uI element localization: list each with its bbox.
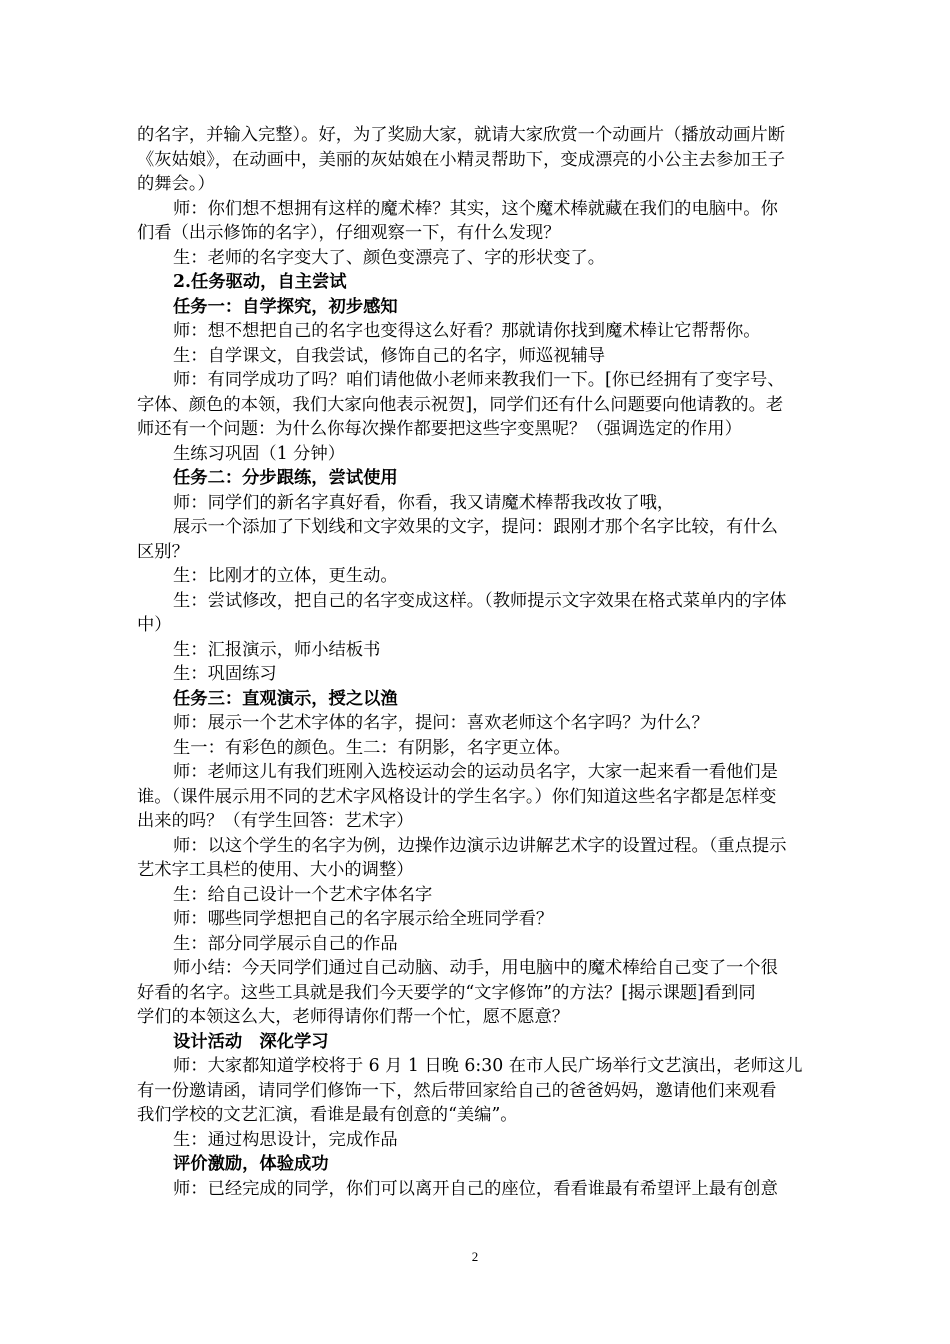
- paragraph-line: 师：以这个学生的名字为例，边操作边演示边讲解艺术字的设置过程。（重点提示: [173, 835, 787, 856]
- paragraph-line: 中）: [137, 615, 172, 635]
- paragraph-line: 生：比刚才的立体，更生动。: [173, 566, 398, 586]
- paragraph-line: 生：汇报演示，师小结板书: [173, 639, 381, 660]
- paragraph-line: 师：已经完成的同学，你们可以离开自己的座位，看看谁最有希望评上最有创意: [173, 1178, 778, 1199]
- paragraph-line: 学们的本领这么大，老师得请你们帮一个忙，愿不愿意？: [137, 1007, 570, 1027]
- paragraph-line: 我们学校的文艺汇演，看谁是最有创意的“美编”。: [137, 1105, 518, 1125]
- paragraph-line: 谁。（课件展示用不同的艺术字风格设计的学生名字。）你们知道这些名字都是怎样变: [137, 786, 777, 807]
- page-number: 2: [471, 1249, 479, 1264]
- paragraph-line: 好看的名字。这些工具就是我们今天要学的“文字修饰”的方法？[揭示课题]看到同: [137, 982, 756, 1003]
- paragraph-line: 区别？: [137, 541, 189, 562]
- paragraph-line: 生：尝试修改，把自己的名字变成这样。（教师提示文字效果在格式菜单内的字体: [173, 590, 787, 611]
- paragraph-line: 艺术字工具栏的使用、大小的调整）: [137, 860, 414, 880]
- paragraph-line: 出来的吗？（有学生回答：艺术字）: [137, 811, 414, 831]
- paragraph-line: 生：给自己设计一个艺术字体名字: [173, 884, 433, 905]
- paragraph-line: 《灰姑娘》，在动画中，美丽的灰姑娘在小精灵帮助下，变成漂亮的小公主去参加王子: [137, 149, 786, 170]
- section-heading: 任务一：自学探究，初步感知: [173, 296, 398, 317]
- paragraph-line: 师：展示一个艺术字体的名字，提问：喜欢老师这个名字吗？为什么？: [173, 713, 709, 733]
- section-heading: 设计活动 深化学习: [173, 1031, 329, 1052]
- paragraph-line: 师：有同学成功了吗？咱们请他做小老师来教我们一下。[你已经拥有了变字号、: [173, 370, 785, 390]
- paragraph-line: 生：自学课文，自我尝试，修饰自己的名字，师巡视辅导: [173, 345, 606, 366]
- paragraph-line: 生：老师的名字变大了、颜色变漂亮了、字的形状变了。: [173, 247, 606, 268]
- paragraph-line: 生：通过构思设计，完成作品: [173, 1129, 398, 1150]
- paragraph-line: 生：部分同学展示自己的作品: [173, 933, 398, 954]
- paragraph-line: 字体、颜色的本领，我们大家向他表示祝贺]，同学们还有什么问题要向他请教的。老: [137, 394, 784, 415]
- paragraph-line: 的舞会。）: [137, 174, 215, 194]
- paragraph-line: 师：想不想把自己的名字也变得这么好看？那就请你找到魔术棒让它帮帮你。: [173, 321, 761, 341]
- section-heading: 任务三：直观演示，授之以渔: [173, 688, 398, 709]
- section-heading: 任务二：分步跟练，尝试使用: [173, 468, 398, 488]
- paragraph-line: 展示一个添加了下划线和文字效果的文字，提问：跟刚才那个名字比较，有什么: [173, 517, 778, 537]
- paragraph-line: 师：老师这儿有我们班刚入选校运动会的运动员名字，大家一起来看一看他们是: [173, 762, 778, 782]
- paragraph-line: 的名字，并输入完整）。好，为了奖励大家，就请大家欣赏一个动画片（播放动画片断: [137, 125, 786, 145]
- paragraph-line: 师：哪些同学想把自己的名字展示给全班同学看？: [173, 909, 554, 929]
- paragraph-line: 师小结：今天同学们通过自己动脑、动手，用电脑中的魔术棒给自己变了一个很: [173, 958, 778, 978]
- paragraph-line: 师：大家都知道学校将于 6 月 1 日晚 6:30 在市人民广场举行文艺演出，老师这儿: [173, 1056, 803, 1076]
- paragraph-line: 生练习巩固（1 分钟）: [173, 443, 346, 464]
- paragraph-line: 生：巩固练习: [173, 664, 277, 684]
- paragraph-line: 有一份邀请函，请同学们修饰一下，然后带回家给自己的爸爸妈妈，邀请他们来观看: [137, 1080, 777, 1101]
- paragraph-line: 们看（出示修饰的名字），仔细观察一下，有什么发现？: [137, 223, 561, 243]
- paragraph-line: 师：你们想不想拥有这样的魔术棒？其实，这个魔术棒就藏在我们的电脑中。你: [173, 198, 778, 219]
- section-heading: 评价激励，体验成功: [173, 1154, 329, 1174]
- section-heading: 2.任务驱动，自主尝试: [173, 272, 347, 292]
- paragraph-line: 师：同学们的新名字真好看，你看，我又请魔术棒帮我改妆了哦，: [173, 492, 675, 513]
- document-body: [137, 123, 839, 1201]
- paragraph-line: 师还有一个问题：为什么你每次操作都要把这些字变黑呢？（强调选定的作用）: [137, 419, 742, 439]
- paragraph-line: 生一：有彩色的颜色。生二：有阴影，名字更立体。: [173, 737, 571, 758]
